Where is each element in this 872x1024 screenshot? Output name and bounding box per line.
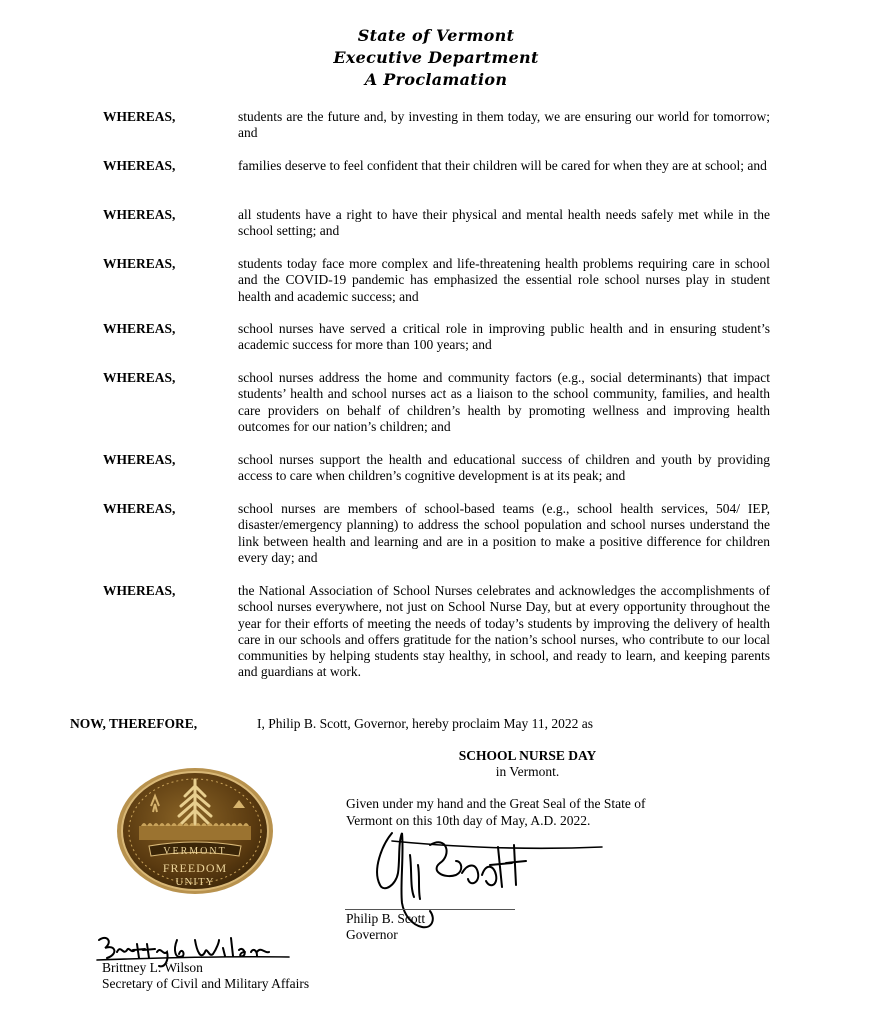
now-therefore-label: NOW, THEREFORE, [70, 716, 198, 731]
signature-line [345, 909, 515, 910]
given-line: Given under my hand and the Great Seal of the State of [346, 796, 646, 811]
governor-name: Philip B. Scott [346, 911, 426, 926]
secretary-block [102, 960, 309, 992]
proclamation-header [0, 25, 872, 91]
proclaimed-day [400, 748, 655, 780]
header-department: Executive Department [333, 48, 539, 67]
governor-title: Governor [346, 927, 398, 942]
whereas-text: students are the future and, by investing in them today, we are ensuring our world for tomorrow; and [238, 109, 770, 141]
proclamation-statement: I, Philip B. Scott, Governor, hereby proclaim May 11, 2022 as [257, 716, 594, 731]
whereas-text: the National Association of School Nurses celebrates and acknowledges the accomplishments of school nurses everywhere, not just on School Nurse Day, but at every opportunity throughout the year for their efforts of meeting the needs of today’s students by improving the delivery of health care in our schools and offers gratitude for the nation’s school nurses, who contribute to our local communities by helping students stay healthy, in school, and ready to learn, and keeping parents and guardians at work. [238, 583, 770, 680]
governor-block [346, 911, 425, 943]
whereas-text: all students have a right to have their physical and mental health needs safely met while in the school setting; and [238, 207, 770, 239]
whereas-label: WHEREAS, [103, 501, 176, 516]
whereas-text: school nurses support the health and educational success of children and youth by providing access to care when children’s cognitive development is at its peak; and [238, 452, 770, 484]
header-state: State of Vermont [357, 26, 515, 45]
whereas-label: WHEREAS, [103, 207, 176, 222]
great-seal-of-vermont-icon [115, 766, 275, 896]
secretary-title: Secretary of Civil and Military Affairs [102, 976, 310, 991]
whereas-label: WHEREAS, [103, 256, 176, 271]
seal-motto-unity: UNITY [175, 876, 215, 888]
day-title: SCHOOL NURSE DAY [458, 748, 597, 763]
whereas-text: students today face more complex and life-threatening health problems requiring care in school and the COVID-19 pandemic has emphasized the essential role school nurses play in student health and academic success; and [238, 256, 770, 304]
header-proclamation: A Proclamation [364, 70, 508, 89]
whereas-label: WHEREAS, [103, 158, 176, 173]
whereas-text: families deserve to feel confident that their children will be cared for when they are at school; and [238, 158, 767, 173]
whereas-label: WHEREAS, [103, 109, 176, 124]
whereas-label: WHEREAS, [103, 452, 176, 467]
whereas-label: WHEREAS, [103, 583, 176, 598]
whereas-text: school nurses address the home and community factors (e.g., social determinants) that impact students’ health and school nurses act as a liaison to the school community, families, and health care providers on behalf of children’s health by promoting wellness and improving health outcomes for our nation’s children; and [238, 370, 770, 434]
seal-top-text: VERMONT [163, 846, 227, 857]
secretary-name: Brittney L. Wilson [102, 960, 203, 975]
whereas-label: WHEREAS, [103, 370, 176, 385]
seal-motto-freedom: FREEDOM [162, 861, 228, 875]
whereas-text: school nurses have served a critical role in improving public health and in ensuring student’s academic success for more than 100 years; and [238, 321, 770, 353]
given-line: Vermont on this 10th day of May, A.D. 2022. [346, 812, 591, 828]
whereas-text: school nurses are members of school-based teams (e.g., school health services, 504/ IEP, disaster/emergency planning) to address the school population and school nurses understand the link between health and learning and are in a position to make a positive difference for children every day; and [238, 501, 770, 565]
whereas-label: WHEREAS, [103, 321, 176, 336]
day-location: in Vermont. [495, 764, 560, 779]
